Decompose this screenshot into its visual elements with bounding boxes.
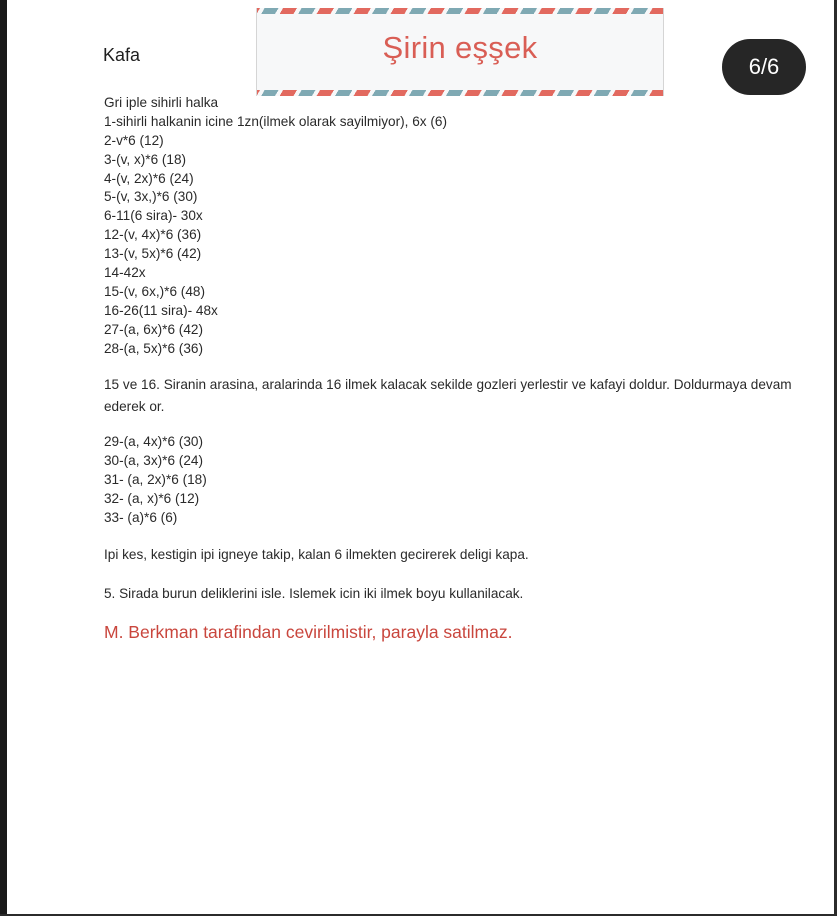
round-line: 16-26(11 sira)- 48x [104,302,218,318]
round-line: 29-(a, 4x)*6 (30) [104,434,203,449]
round-line: 13-(v, 5x)*6 (42) [104,246,202,262]
round-line: 15-(v, 6x,)*6 (48) [104,283,205,299]
note-eyes-paragraph: 15 ve 16. Siranin arasina, aralarinda 16 ilmek kalacak sekilde gozleri yerlestir ve kafayi doldur. Doldurmaya devam ederek or. [104,377,792,414]
round-line: 32- (a, x)*6 (12) [104,490,200,506]
round-line: 5-(v, 3x,)*6 (30) [104,189,198,205]
title-banner [256,8,664,96]
round-line: 3-(v, x)*6 (18) [104,151,187,167]
left-frame-edge [0,0,7,916]
round-line: 27-(a, 6x)*6 (42) [104,321,203,337]
round-line: 33- (a)*6 (6) [104,509,178,525]
translator-credit: M. Berkman tarafindan cevirilmistir, parayla satilmaz. [104,622,513,642]
note-nose-paragraph: 5. Sirada burun deliklerini isle. Islemek icin iki ilmek boyu kullanilacak. [104,586,524,601]
round-line: 4-(v, 2x)*6 (24) [104,170,194,186]
rounds-list-b [104,433,207,527]
banner-title: Şirin eşşek [382,30,538,65]
banner-stripe-top [257,8,663,14]
round-line: 2-v*6 (12) [104,132,164,148]
round-line: 14-42x [104,265,146,281]
section-heading: Kafa [103,45,141,65]
round-line: 30-(a, 3x)*6 (24) [104,452,203,468]
round-line: 12-(v, 4x)*6 (36) [104,227,202,243]
round-line: Gri iple sihirli halka [104,95,219,110]
round-line: 28-(a, 5x)*6 (36) [104,340,203,356]
page-indicator-badge[interactable]: 6/6 [722,39,806,95]
round-line: 1-sihirli halkanin icine 1zn(ilmek olarak sayilmiyor), 6x (6) [104,113,447,129]
round-line: 6-11(6 sira)- 30x [104,208,203,224]
note-finish-paragraph: Ipi kes, kestigin ipi igneye takip, kalan 6 ilmekten gecirerek deligi kapa. [104,547,529,562]
round-line: 31- (a, 2x)*6 (18) [104,471,207,487]
rounds-list-a [104,94,447,358]
